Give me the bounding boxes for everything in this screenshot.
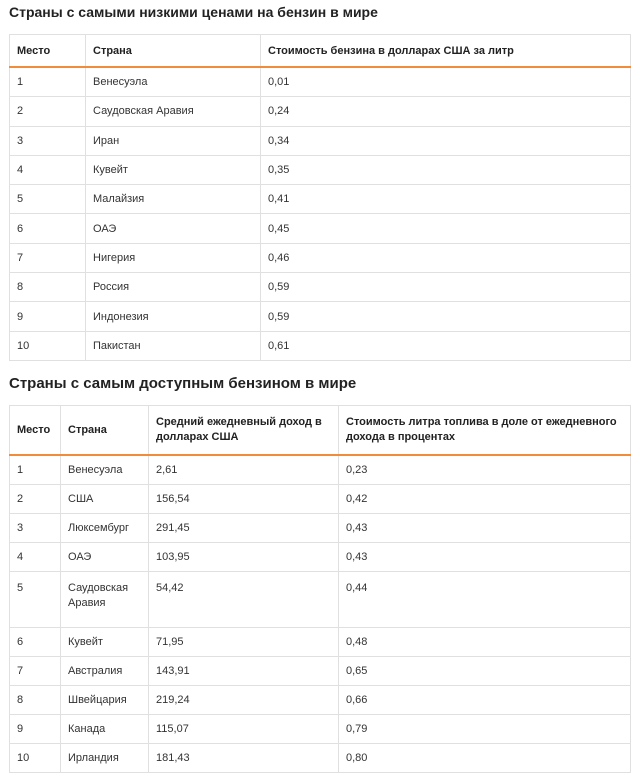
daily-income-cell: 54,42 <box>149 572 339 628</box>
country-cell: Кувейт <box>61 628 149 657</box>
rank-cell: 3 <box>10 514 61 543</box>
country-cell: Иран <box>86 126 261 155</box>
table-row <box>10 455 631 485</box>
fuel-share-cell: 0,43 <box>339 543 631 572</box>
rank-cell: 2 <box>10 97 86 126</box>
rank-cell: 6 <box>10 214 86 243</box>
table-row <box>10 572 631 628</box>
fuel-share-cell: 0,48 <box>339 628 631 657</box>
fuel-share-cell: 0,79 <box>339 715 631 744</box>
price-cell: 0,35 <box>261 155 631 184</box>
table-row <box>10 628 631 657</box>
country-cell: Кувейт <box>86 155 261 184</box>
fuel-share-cell: 0,43 <box>339 514 631 543</box>
fuel-share-cell: 0,42 <box>339 485 631 514</box>
column-header-price: Стоимость бензина в долларах США за литр <box>261 35 631 68</box>
country-cell: Венесуэла <box>86 67 261 97</box>
country-cell: Австралия <box>61 657 149 686</box>
column-header-country: Страна <box>86 35 261 68</box>
table-row <box>10 744 631 773</box>
table-row <box>10 243 631 272</box>
table-row <box>10 155 631 184</box>
country-cell: Ирландия <box>61 744 149 773</box>
daily-income-cell: 156,54 <box>149 485 339 514</box>
table-row <box>10 686 631 715</box>
table-row <box>10 273 631 302</box>
table-header-row <box>10 35 631 68</box>
fuel-share-cell: 0,23 <box>339 455 631 485</box>
column-header-rank: Место <box>10 35 86 68</box>
price-cell: 0,41 <box>261 185 631 214</box>
daily-income-cell: 219,24 <box>149 686 339 715</box>
country-cell: Россия <box>86 273 261 302</box>
table-row <box>10 657 631 686</box>
daily-income-cell: 181,43 <box>149 744 339 773</box>
rank-cell: 8 <box>10 686 61 715</box>
daily-income-cell: 291,45 <box>149 514 339 543</box>
country-cell: Швейцария <box>61 686 149 715</box>
table-header-row <box>10 406 631 456</box>
table-row <box>10 67 631 97</box>
price-cell: 0,61 <box>261 331 631 360</box>
cheapest-gasoline-table <box>9 34 631 361</box>
rank-cell: 9 <box>10 715 61 744</box>
rank-cell: 9 <box>10 302 86 331</box>
rank-cell: 1 <box>10 455 61 485</box>
rank-cell: 10 <box>10 744 61 773</box>
rank-cell: 1 <box>10 67 86 97</box>
price-cell: 0,01 <box>261 67 631 97</box>
table-row <box>10 715 631 744</box>
rank-cell: 5 <box>10 185 86 214</box>
daily-income-cell: 143,91 <box>149 657 339 686</box>
fuel-share-cell: 0,65 <box>339 657 631 686</box>
country-cell: Венесуэла <box>61 455 149 485</box>
rank-cell: 5 <box>10 572 61 628</box>
country-cell: Малайзия <box>86 185 261 214</box>
fuel-share-cell: 0,44 <box>339 572 631 628</box>
rank-cell: 4 <box>10 155 86 184</box>
country-cell: Нигерия <box>86 243 261 272</box>
country-cell: Люксембург <box>61 514 149 543</box>
table-row <box>10 485 631 514</box>
price-cell: 0,45 <box>261 214 631 243</box>
country-cell: ОАЭ <box>86 214 261 243</box>
table-row <box>10 331 631 360</box>
rank-cell: 6 <box>10 628 61 657</box>
column-header-rank: Место <box>10 406 61 456</box>
country-cell: США <box>61 485 149 514</box>
rank-cell: 2 <box>10 485 61 514</box>
price-cell: 0,34 <box>261 126 631 155</box>
column-header-daily-income: Средний ежедневный доход в долларах США <box>149 406 339 456</box>
country-cell: ОАЭ <box>61 543 149 572</box>
table1-title: Страны с самыми низкими ценами на бензин в мире <box>9 4 378 20</box>
table-row <box>10 185 631 214</box>
country-cell: Саудовская Аравия <box>61 572 149 628</box>
country-cell: Индонезия <box>86 302 261 331</box>
table-row <box>10 97 631 126</box>
fuel-share-cell: 0,80 <box>339 744 631 773</box>
daily-income-cell: 2,61 <box>149 455 339 485</box>
fuel-share-cell: 0,66 <box>339 686 631 715</box>
column-header-country: Страна <box>61 406 149 456</box>
rank-cell: 10 <box>10 331 86 360</box>
affordable-gasoline-table <box>9 405 631 773</box>
column-header-fuel-share: Стоимость литра топлива в доле от ежедневного дохода в процентах <box>339 406 631 456</box>
country-cell: Канада <box>61 715 149 744</box>
rank-cell: 8 <box>10 273 86 302</box>
table-row <box>10 514 631 543</box>
price-cell: 0,46 <box>261 243 631 272</box>
daily-income-cell: 103,95 <box>149 543 339 572</box>
table-row <box>10 543 631 572</box>
table-row <box>10 302 631 331</box>
table-row <box>10 214 631 243</box>
daily-income-cell: 115,07 <box>149 715 339 744</box>
rank-cell: 7 <box>10 243 86 272</box>
price-cell: 0,24 <box>261 97 631 126</box>
country-cell: Пакистан <box>86 331 261 360</box>
rank-cell: 4 <box>10 543 61 572</box>
country-cell: Саудовская Аравия <box>86 97 261 126</box>
rank-cell: 3 <box>10 126 86 155</box>
table-row <box>10 126 631 155</box>
daily-income-cell: 71,95 <box>149 628 339 657</box>
rank-cell: 7 <box>10 657 61 686</box>
price-cell: 0,59 <box>261 273 631 302</box>
table2-title: Страны с самым доступным бензином в мире <box>9 375 357 392</box>
price-cell: 0,59 <box>261 302 631 331</box>
